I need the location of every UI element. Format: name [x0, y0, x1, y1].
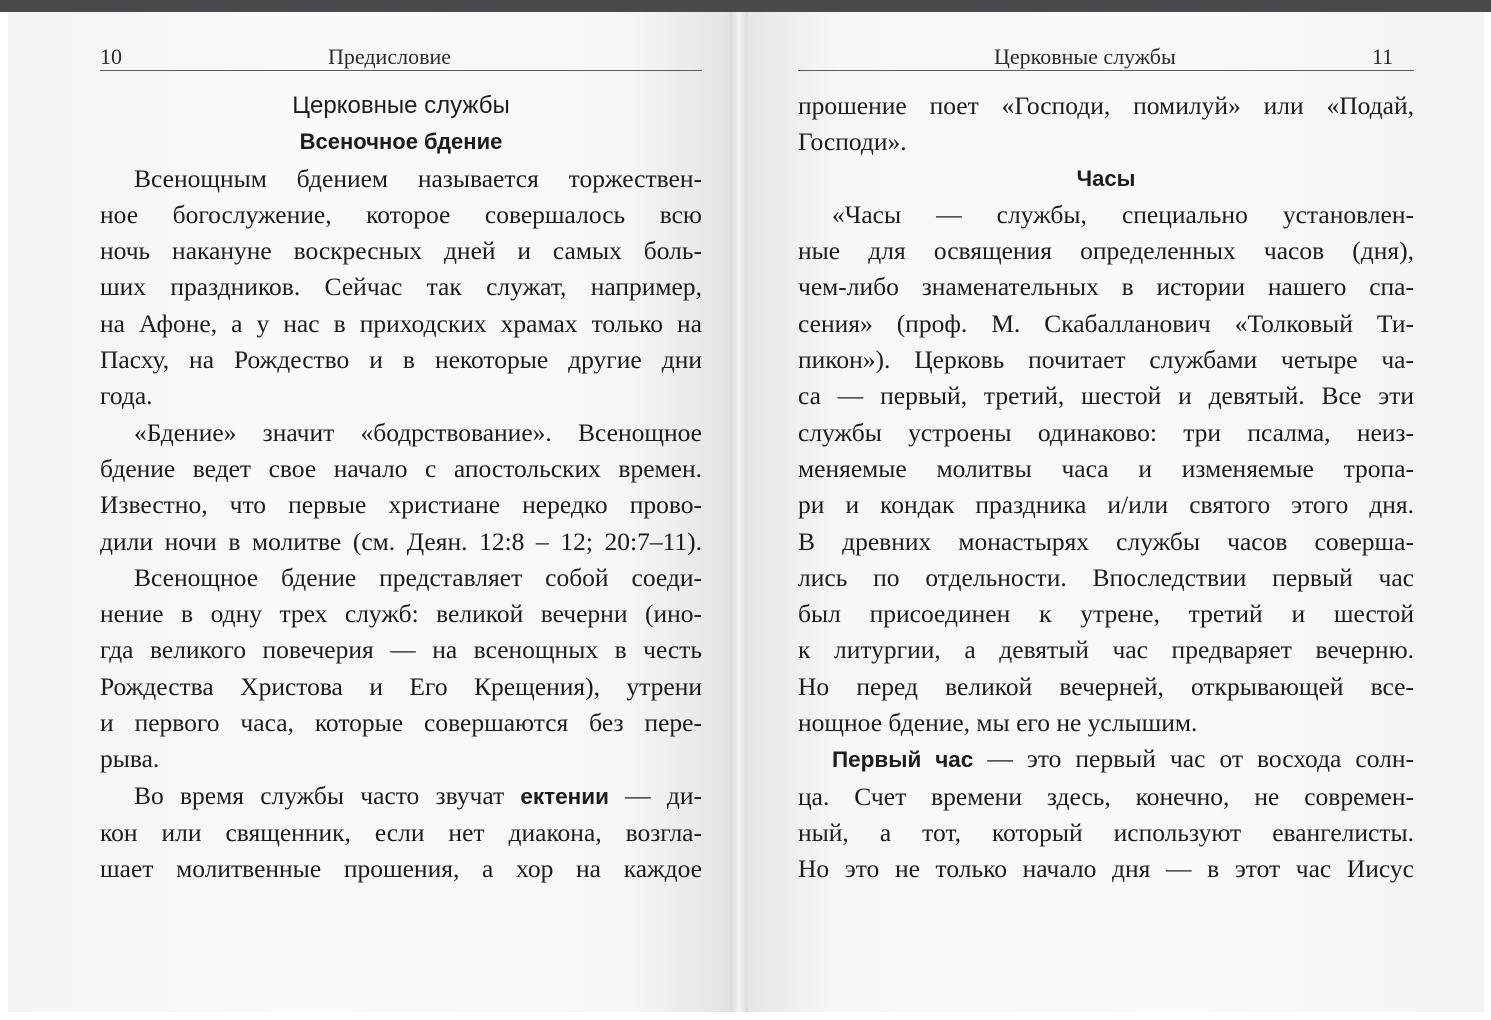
bold-term: ектении: [520, 783, 609, 809]
page-body: [100, 88, 702, 888]
text-line: дили ночи в молитве (см. Деян. 12:8 – 12; 20:7–11).: [100, 526, 702, 556]
section-heading: Церковные службы: [292, 92, 510, 119]
text-line: пикон»). Церковь почитает службами четыре ча-: [798, 345, 1414, 375]
text-line: нощное бдение, мы его не услышим.: [798, 708, 1198, 738]
text-line: меняемые молитвы часа и изменяемые тропа-: [798, 453, 1414, 483]
text-line: Известно, что первые христиане нередко прово-: [100, 490, 702, 520]
text-line: нение в одну трех служб: великой вечерни (ино-: [100, 599, 702, 629]
text-line: шает молитвенные прошения, а хор на каждое: [100, 854, 702, 884]
text-line: ца. Счет времени здесь, конечно, не современ-: [798, 781, 1414, 811]
text-line: ное богослужение, которое совершалось всю: [100, 199, 702, 229]
book-gutter: [730, 12, 748, 1012]
text-line: ночь накануне воскресных дней и самых боль-: [100, 236, 702, 266]
text-line: Пасху, на Рождество и в некоторые другие дни: [100, 345, 702, 375]
text-line: лись по отдельности. Впоследствии первый час: [798, 562, 1414, 592]
text-line: прошение поет «Господи, помилуй» или «Подай,: [798, 91, 1414, 120]
text-line: са — первый, третий, шестой и девятый. Все эти: [798, 381, 1414, 411]
header-rule: [100, 70, 702, 71]
text-line: Всенощным бдением называется торжествен-: [134, 163, 702, 193]
text-line: был присоединен к утрене, третий и шестой: [798, 599, 1414, 629]
text-line: Всенощное бдение представляет собой соеди-: [134, 562, 702, 592]
text-line-with-term: [798, 741, 1414, 778]
open-book-spread: [8, 12, 1484, 1012]
text-line: ный, а тот, который используют евангелисты.: [798, 817, 1414, 847]
top-edge: [0, 0, 1491, 12]
text-line: ри и кондак праздника и/или святого этого дня.: [798, 490, 1414, 520]
section-heading: Часы: [1076, 165, 1136, 191]
text-line: на Афоне, а у нас в приходских храмах только на: [100, 308, 702, 338]
right-page: [748, 12, 1484, 1012]
text-line: кон или священник, если нет диакона, возгла-: [100, 817, 702, 847]
header-rule: [798, 70, 1414, 71]
text-line: и первого часа, которые совершаются без пере-: [100, 708, 702, 738]
text-line: службы устроены одинаково: три псалма, неиз-: [798, 417, 1414, 447]
running-title: Предисловие: [328, 44, 451, 69]
text-line: «Бдение» значит «бодрствование». Всенощное: [134, 417, 702, 447]
text-fragment: — ди-: [608, 780, 702, 810]
text-line-with-term: [100, 778, 702, 815]
text-line: года.: [100, 381, 153, 411]
text-line: к литургии, а девятый час предваряет вечерню.: [798, 635, 1414, 665]
text-line: Господи».: [798, 127, 907, 157]
text-line: чем-либо знаменательных в истории нашего спа-: [798, 272, 1414, 302]
text-line: рыва.: [100, 744, 160, 774]
text-line: Но это не только начало дня — в этот час Иисус: [798, 854, 1414, 884]
text-line: бдение ведет свое начало с апостольских времен.: [100, 453, 702, 483]
text-line: «Часы — службы, специально установлен-: [832, 199, 1414, 229]
text-line: ные для освящения определенных часов (дня),: [798, 236, 1414, 266]
text-fragment: Во время службы часто звучат: [134, 780, 521, 810]
text-line: Но перед великой вечерней, открывающей все-: [798, 671, 1414, 701]
text-line: сения» (проф. М. Скабалланович «Толковый Ти-: [798, 308, 1414, 338]
page-number: 11: [1372, 44, 1394, 69]
text-line: Рождества Христова и Его Крещения), утрени: [100, 671, 702, 701]
text-line: В древних монастырях службы часов соверша-: [798, 526, 1414, 556]
running-title: Церковные службы: [994, 44, 1176, 69]
text-line: гда великого повечерия — на всенощных в честь: [100, 635, 702, 665]
subsection-heading: Всеночное бдение: [299, 129, 503, 155]
text-line: ших праздников. Сейчас так служат, например,: [100, 272, 702, 302]
bold-term: Первый час: [832, 747, 974, 773]
page-body: [798, 88, 1414, 888]
left-page: [8, 12, 730, 1012]
page-number: 10: [100, 44, 122, 69]
text-fragment: — это первый час от восхода солн-: [973, 744, 1414, 774]
